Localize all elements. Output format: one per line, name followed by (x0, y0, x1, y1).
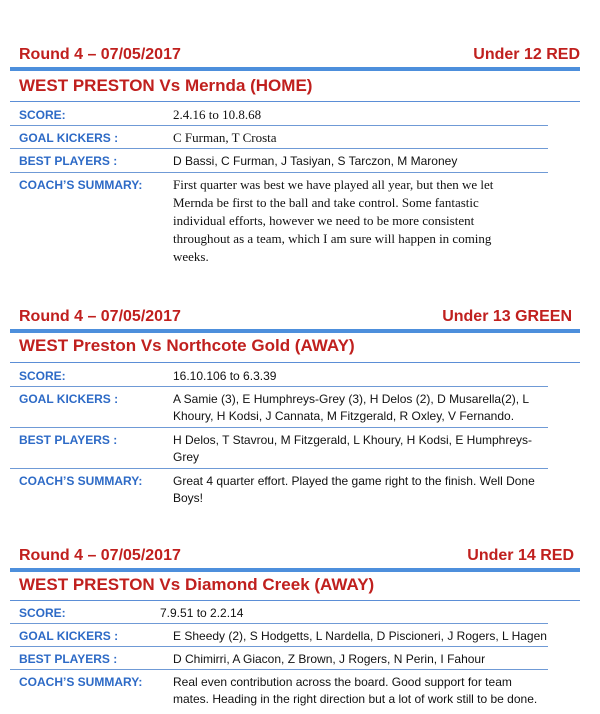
coach-summary-row (10, 469, 548, 505)
best-players-label: BEST PLAYERS : (19, 652, 118, 666)
coach-summary-value: Great 4 quarter effort. Played the game right to the finish. Well Done Boys! (173, 474, 535, 505)
score-label: SCORE: (19, 108, 66, 122)
goal-kickers-label: GOAL KICKERS : (19, 629, 119, 643)
score-value: 2.4.16 to 10.8.68 (173, 107, 262, 122)
best-players-label: BEST PLAYERS : (19, 154, 118, 168)
goal-kickers-value: C Furman, T Crosta (173, 130, 277, 145)
best-players-row (10, 647, 548, 670)
header-divider (10, 568, 580, 572)
round-header (19, 545, 580, 567)
best-players-value: H Delos, T Stavrou, M Fitzgerald, L Khoury, H Kodsi, E Humphreys-Grey (173, 433, 533, 464)
goal-kickers-value: E Sheedy (2), S Hodgetts, L Nardella, D Piscioneri, J Rogers, L Hagen (173, 629, 547, 643)
score-row (10, 103, 548, 126)
title-divider (10, 362, 580, 363)
goal-kickers-row (10, 126, 548, 149)
score-label: SCORE: (19, 606, 66, 620)
match-report-u13 (0, 306, 600, 505)
round-date: Round 4 – 07/05/2017 (19, 547, 181, 564)
coach-summary-value: First quarter was best we have played all year, but then we let Mernda be first to the ball and take control. Some fantastic individual efforts, however we need to be more consistent throughout as a team, which I am sure will happen in coming weeks. (173, 177, 494, 264)
best-players-row (10, 428, 548, 469)
score-label: SCORE: (19, 369, 66, 383)
coach-summary-label: COACH’S SUMMARY: (19, 675, 143, 689)
team-name: Under 12 RED (473, 46, 580, 63)
coach-summary-label: COACH’S SUMMARY: (19, 474, 143, 488)
score-row (10, 601, 548, 624)
round-date: Round 4 – 07/05/2017 (19, 308, 181, 325)
title-divider (10, 101, 580, 102)
score-value: 7.9.51 to 2.2.14 (160, 606, 244, 620)
coach-summary-label: COACH’S SUMMARY: (19, 178, 143, 192)
score-row (10, 364, 548, 387)
round-header (19, 44, 580, 66)
goal-kickers-value: A Samie (3), E Humphreys-Grey (3), H Delos (2), D Musarella(2), L Khoury, H Kodsi, J Cannata, M Fitzgerald, R Oxley, V Fernando. (173, 392, 529, 423)
match-title: WEST PRESTON Vs Diamond Creek (AWAY) (19, 575, 375, 594)
best-players-value: D Chimirri, A Giacon, Z Brown, J Rogers, N Perin, I Fahour (173, 652, 486, 666)
goal-kickers-label: GOAL KICKERS : (19, 392, 119, 406)
score-value: 16.10.106 to 6.3.39 (173, 369, 277, 383)
match-title: WEST PRESTON Vs Mernda (HOME) (19, 76, 313, 95)
round-header (19, 306, 580, 328)
match-report-u14 (0, 545, 600, 714)
coach-summary-value: Real even contribution across the board. Good support for team mates. Heading in the right direction but a lot of work still to be done. (173, 675, 538, 706)
best-players-label: BEST PLAYERS : (19, 433, 118, 447)
team-name: Under 13 GREEN (442, 308, 572, 325)
header-divider (10, 329, 580, 333)
goal-kickers-label: GOAL KICKERS : (19, 131, 119, 145)
coach-summary-row (10, 670, 548, 714)
coach-summary-row (10, 173, 548, 263)
match-title: WEST Preston Vs Northcote Gold (AWAY) (19, 336, 355, 355)
team-name: Under 14 RED (467, 547, 574, 564)
best-players-row (10, 149, 548, 173)
match-report-u12 (0, 44, 600, 274)
best-players-value: D Bassi, C Furman, J Tasiyan, S Tarczon, M Maroney (173, 154, 458, 168)
header-divider (10, 67, 580, 71)
goal-kickers-row (10, 624, 548, 647)
round-date: Round 4 – 07/05/2017 (19, 46, 181, 63)
goal-kickers-row (10, 387, 548, 428)
